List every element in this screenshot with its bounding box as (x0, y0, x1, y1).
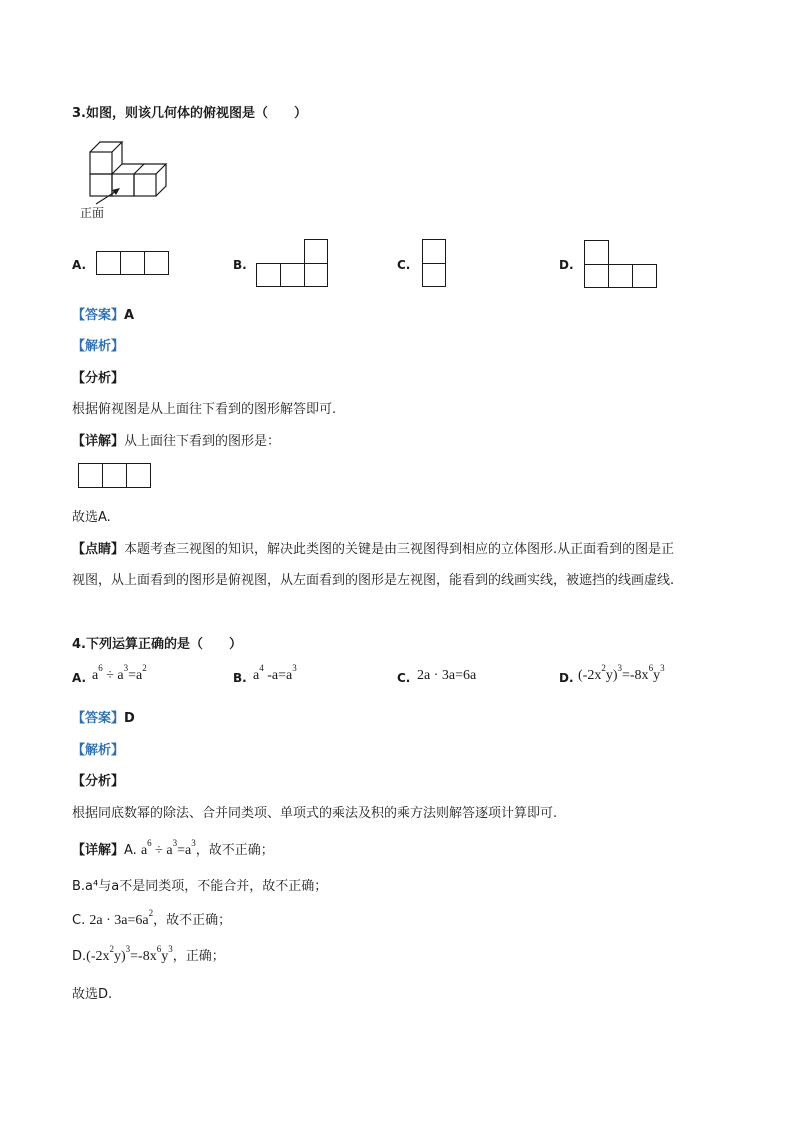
q3-answer (72, 304, 134, 323)
answer-figure-square (102, 463, 127, 488)
q3-detail (72, 430, 280, 449)
q3-fenxi-text: 根据俯视图是从上面往下看到的图形解答即可. (72, 402, 337, 417)
q4-analysis-tag: 【解析】 (72, 743, 125, 758)
option-a-square (120, 251, 145, 275)
detail-tag: 【详解】 (72, 434, 125, 449)
detail-d-suffix: ，正确； (172, 949, 225, 964)
detail-d-prefix: D. (72, 949, 87, 964)
cube-top (90, 142, 122, 152)
q3-comment-line2: 视图，从上面看到的图形是俯视图，从左面看到的图形是左视图，能看到的线画实线，被遮挡的线画虚线. (72, 573, 675, 588)
q4-fenxi-tag: 【分析】 (72, 774, 125, 789)
answer-tag: 【答案】 (72, 711, 125, 726)
cube-face (90, 174, 112, 196)
option-d-square (584, 264, 609, 288)
q4-option-a-formula: $a^6 \div a^3=a^2$ (92, 663, 147, 683)
q4-option-d-formula: $(-2x^2y)^3=-8x^6y^3$ (578, 663, 665, 683)
detail-c-formula: $2a \cdot 3a=6a^2$ (89, 908, 154, 928)
option-a-square (144, 251, 169, 275)
option-b-square (304, 239, 328, 264)
q4-fenxi-text: 根据同底数幂的除法、合并同类项、单项式的乘法及积的乘方法则解答逐项计算即可. (72, 806, 558, 821)
detail-d-formula: $(-2x^2y)^3=-8x^6y^3$ (86, 944, 173, 964)
cube-top (122, 164, 144, 174)
q4-detail-c (72, 909, 231, 929)
detail-c-prefix: C. (72, 913, 86, 928)
q4-detail-d (72, 945, 225, 965)
answer-figure-square (126, 463, 151, 488)
detail-text: 从上面往下看到的图形是： (124, 434, 281, 449)
q4-stem: 4.下列运算正确的是（ ） (72, 637, 242, 652)
answer-value: A (124, 308, 135, 323)
q4-detail-a (72, 839, 274, 859)
option-d-label: D. (559, 258, 574, 272)
option-b-square (280, 263, 305, 287)
q4-option-d-label: D. (559, 671, 574, 685)
option-c-square (422, 263, 446, 287)
cube-top (144, 164, 166, 174)
detail-tag: 【详解】 (72, 843, 125, 858)
cube-face (90, 152, 112, 174)
option-d-square (584, 240, 609, 265)
comment-line1-text: 本题考查三视图的知识，解决此类图的关键是由三视图得到相应的立体图形.从正面看到的图是正 (124, 542, 675, 557)
q3-stem: 3.如图，则该几何体的俯视图是（ ） (72, 106, 307, 121)
detail-a-suffix: ，故不正确； (195, 843, 274, 858)
option-c-label: C. (397, 258, 411, 272)
option-a-square (96, 251, 121, 275)
front-label: 正面 (80, 206, 105, 220)
answer-figure-square (78, 463, 103, 488)
q3-analysis-tag: 【解析】 (72, 339, 125, 354)
option-d-square (632, 264, 657, 288)
q4-option-a-label: A. (72, 671, 87, 685)
q4-answer (72, 707, 135, 726)
arrow-head (112, 188, 120, 195)
q3-comment-line1 (72, 538, 674, 557)
comment-tag: 【点睛】 (72, 542, 125, 557)
q4-option-b-label: B. (233, 671, 247, 685)
q4-option-c-label: C. (397, 671, 411, 685)
detail-a-prefix: A. (124, 843, 137, 858)
option-b-square (304, 263, 328, 287)
detail-a-formula: $a^6 \div a^3=a^3$ (140, 838, 196, 858)
q3-conclusion: 故选A. (72, 510, 111, 525)
answer-value: D (124, 711, 135, 726)
q4-detail-b: B.a⁴与a不是同类项，不能合并，故不正确； (72, 879, 328, 894)
q4-option-b-formula: $a^4$ $-a=a^3$ (253, 663, 297, 683)
q4-option-c-formula: 2a · 3a=6a (417, 668, 477, 683)
option-c-square (422, 239, 446, 264)
q3-fenxi-tag: 【分析】 (72, 371, 125, 386)
option-b-label: B. (233, 258, 247, 272)
cube-face (134, 174, 156, 196)
option-d-square (608, 264, 633, 288)
answer-tag: 【答案】 (72, 308, 125, 323)
q4-conclusion: 故选D. (72, 987, 113, 1002)
option-a-label: A. (72, 258, 87, 272)
detail-c-suffix: ，故不正确； (153, 913, 232, 928)
option-b-square (256, 263, 281, 287)
